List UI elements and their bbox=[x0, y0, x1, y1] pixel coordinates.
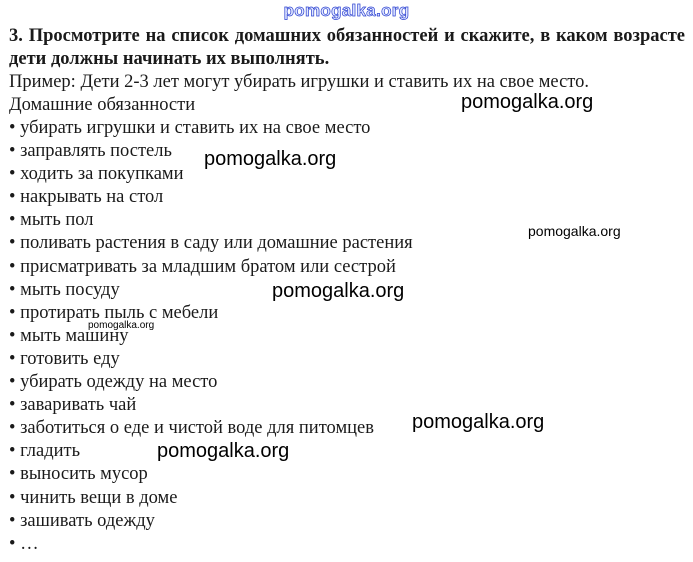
list-item: • убирать одежду на место bbox=[9, 371, 413, 394]
task-heading: 3. Просмотрите на список домашних обязанностей и скажите, в каком возрасте дети должны начинать их выполнять. bbox=[9, 26, 685, 69]
watermark: pomogalka.org bbox=[272, 280, 405, 302]
watermark: pomogalka.org bbox=[461, 91, 594, 113]
list-item: • зашивать одежду bbox=[9, 510, 413, 533]
list-heading: Домашние обязанности bbox=[9, 95, 196, 115]
list-item: • присматривать за младшим братом или сестрой bbox=[9, 256, 413, 279]
list-item: • гладить bbox=[9, 440, 413, 463]
header-watermark: pomogalka.org bbox=[283, 1, 410, 20]
list-item: • протирать пыль с мебели bbox=[9, 302, 413, 325]
list-item: • заботиться о еде и чистой воде для питомцев bbox=[9, 417, 413, 440]
watermark: pomogalka.org bbox=[88, 320, 155, 331]
list-item: • мыть машину bbox=[9, 325, 413, 348]
list-item: • … bbox=[9, 533, 413, 556]
list-item: • выносить мусор bbox=[9, 463, 413, 486]
watermark: pomogalka.org bbox=[204, 148, 337, 170]
watermark: pomogalka.org bbox=[157, 440, 290, 462]
list-item: • накрывать на стол bbox=[9, 186, 413, 209]
list-item: • убирать игрушки и ставить их на свое место bbox=[9, 117, 413, 140]
list-item: • ходить за покупками bbox=[9, 163, 413, 186]
list-item: • заправлять постель bbox=[9, 140, 413, 163]
list-item: • мыть пол bbox=[9, 209, 413, 232]
list-item: • готовить еду bbox=[9, 348, 413, 371]
watermark: pomogalka.org bbox=[412, 411, 545, 433]
watermark: pomogalka.org bbox=[528, 223, 621, 239]
list-item: • заваривать чай bbox=[9, 394, 413, 417]
list-item: • поливать растения в саду или домашние растения bbox=[9, 232, 413, 255]
list-item: • мыть посуду bbox=[9, 279, 413, 302]
list-item: • чинить вещи в доме bbox=[9, 487, 413, 510]
example-sentence: Пример: Дети 2-3 лет могут убирать игрушки и ставить их на свое место. bbox=[9, 72, 589, 92]
chores-list bbox=[9, 117, 413, 556]
